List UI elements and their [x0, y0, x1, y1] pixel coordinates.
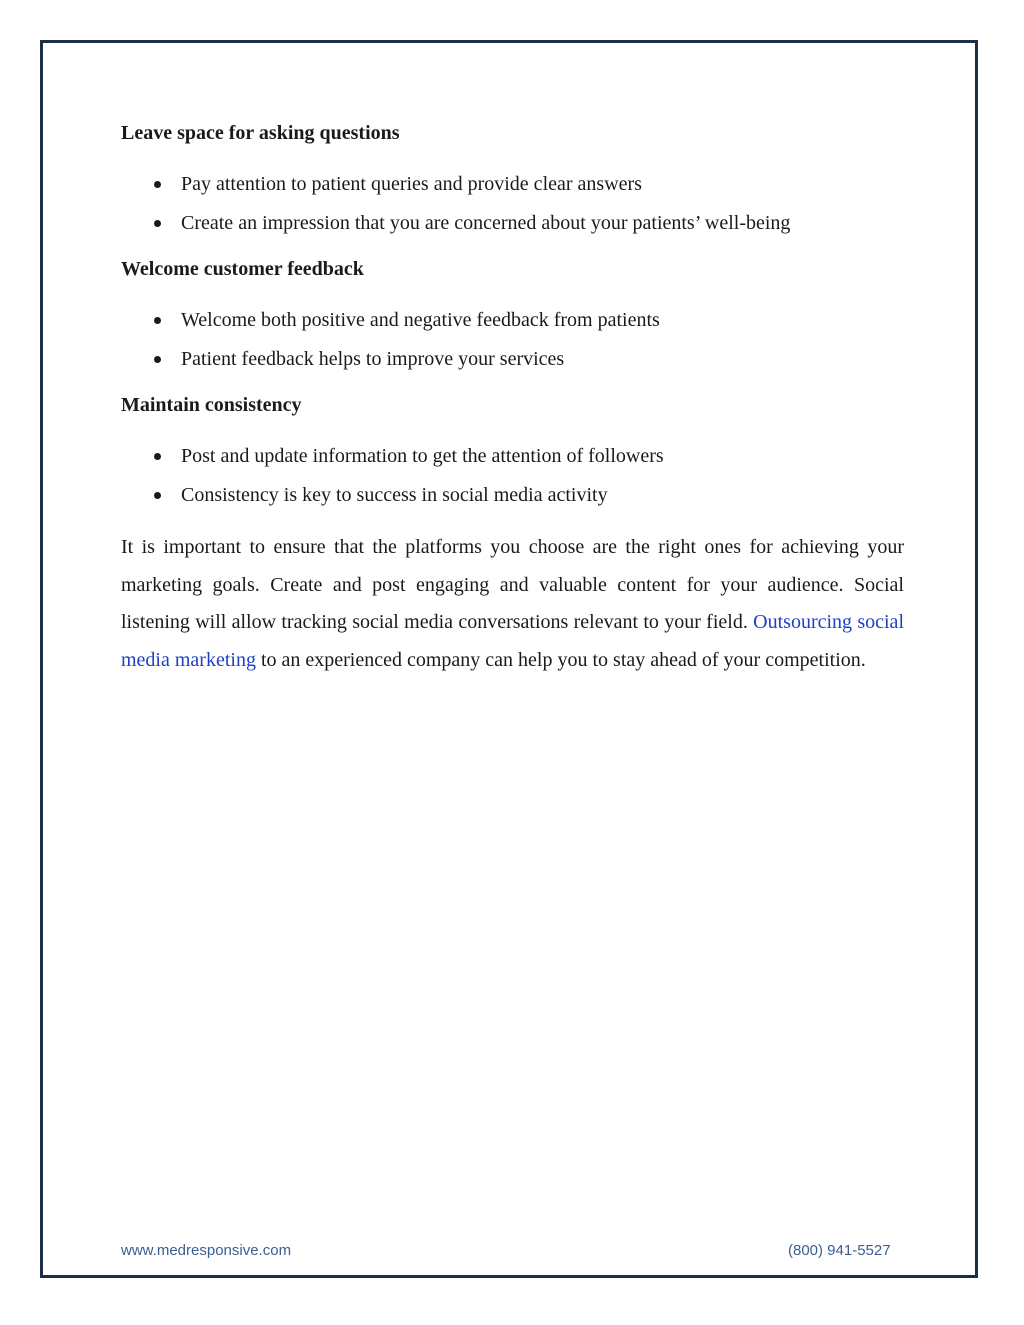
bullet-text: Welcome both positive and negative feedback from patients — [181, 309, 660, 331]
paragraph-text-start: It is important to ensure that the platforms you choose are the right ones for achieving your marketing goals. Create and post engaging and valuable content for your audience. Social listening will allow tracking social media conversations relevant to your field. — [121, 536, 904, 633]
paragraph-text-end: to an experienced company can help you to stay ahead of your competition. — [255, 648, 866, 671]
section-heading-questions: Leave space for asking questions — [121, 122, 400, 144]
bullet-list-feedback — [121, 301, 904, 379]
bullet-icon — [154, 453, 161, 460]
list-item — [121, 165, 904, 204]
section-heading-feedback: Welcome customer feedback — [121, 258, 364, 280]
bullet-text: Pay attention to patient queries and provide clear answers — [181, 173, 642, 195]
list-item — [121, 437, 904, 476]
bullet-text: Create an impression that you are concerned about your patients’ well-being — [181, 212, 791, 234]
bullet-text: Post and update information to get the attention of followers — [181, 445, 664, 467]
outsourcing-link[interactable]: Outsourcing social media marketing — [121, 611, 904, 671]
bullet-text: Patient feedback helps to improve your services — [181, 348, 565, 370]
list-item — [121, 340, 904, 379]
bullet-list-consistency — [121, 437, 904, 515]
bullet-icon — [154, 356, 161, 363]
bullet-text: Consistency is key to success in social media activity — [181, 484, 608, 506]
section-heading-consistency: Maintain consistency — [121, 394, 302, 416]
document-body — [121, 118, 904, 679]
list-item — [121, 301, 904, 340]
bullet-list-questions — [121, 165, 904, 243]
summary-paragraph — [121, 529, 904, 679]
footer-phone: (800) 941-5527 — [788, 1242, 891, 1259]
list-item — [121, 476, 904, 515]
bullet-icon — [154, 492, 161, 499]
footer-website[interactable]: www.medresponsive.com — [121, 1242, 292, 1259]
bullet-icon — [154, 181, 161, 188]
bullet-icon — [154, 317, 161, 324]
list-item — [121, 204, 904, 243]
bullet-icon — [154, 220, 161, 227]
